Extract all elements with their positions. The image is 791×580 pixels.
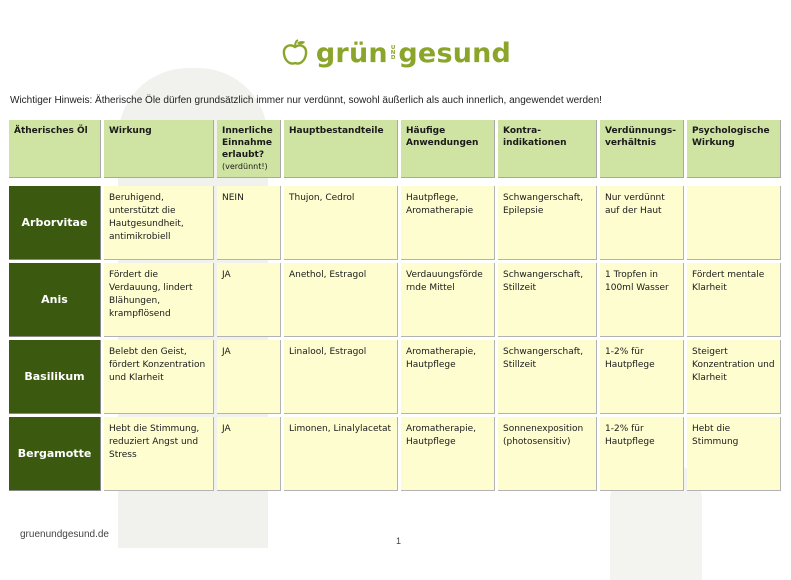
header-label: Ätherisches Öl bbox=[14, 126, 88, 136]
cell-verdunnung: Nur verdünnt auf der Haut bbox=[600, 186, 684, 260]
table-header-row bbox=[9, 120, 781, 178]
cell-wirkung: Belebt den Geist, fördert Konzentration und Klarheit bbox=[104, 340, 214, 414]
cell-bestandteile: Anethol, Estragol bbox=[284, 263, 398, 337]
cell-innerlich: JA bbox=[217, 340, 281, 414]
cell-kontraindikationen: Sonnenexposition (photosensitiv) bbox=[498, 417, 597, 491]
header-label: Verdünnungs- verhältnis bbox=[605, 126, 677, 148]
header-label: Kontra- indikationen bbox=[503, 126, 567, 148]
cell-verdunnung: 1 Tropfen in 100ml Wasser bbox=[600, 263, 684, 337]
header-label: Psychologische Wirkung bbox=[692, 126, 770, 148]
header-label: Innerliche Einnahme erlaubt? bbox=[222, 126, 273, 160]
cell-verdunnung: 1-2% für Hautpflege bbox=[600, 417, 684, 491]
cell-wirkung: Beruhigend, unterstützt die Hautgesundheit, antimikrobiell bbox=[104, 186, 214, 260]
header-label: Hauptbestandteile bbox=[289, 126, 384, 136]
header-cell bbox=[498, 120, 597, 178]
cell-psychologisch: Fördert mentale Klarheit bbox=[687, 263, 781, 337]
cell-anwendungen: Hautpflege, Aromatherapie bbox=[401, 186, 495, 260]
header-cell bbox=[687, 120, 781, 178]
header-sublabel: (verdünnt!) bbox=[222, 162, 268, 171]
header-cell bbox=[217, 120, 281, 178]
cell-kontraindikationen: Schwangerschaft, Stillzeit bbox=[498, 340, 597, 414]
table-row bbox=[9, 340, 781, 414]
header-cell bbox=[284, 120, 398, 178]
oil-name: Anis bbox=[9, 263, 101, 337]
oil-name: Basilikum bbox=[9, 340, 101, 414]
cell-psychologisch: Hebt die Stimmung bbox=[687, 417, 781, 491]
cell-wirkung: Fördert die Verdauung, lindert Blähungen, krampflösend bbox=[104, 263, 214, 337]
cell-anwendungen: Verdauungsförde rnde Mittel bbox=[401, 263, 495, 337]
brand-und-n: N bbox=[390, 49, 396, 56]
cell-bestandteile: Linalool, Estragol bbox=[284, 340, 398, 414]
brand-und bbox=[391, 46, 396, 61]
cell-psychologisch bbox=[687, 186, 781, 260]
header-label: Häufige Anwendungen bbox=[406, 126, 479, 148]
cell-anwendungen: Aromatherapie, Hautpflege bbox=[401, 417, 495, 491]
header-cell bbox=[600, 120, 684, 178]
footer-website: gruenundgesund.de bbox=[20, 529, 109, 540]
apple-logo-icon bbox=[280, 38, 310, 68]
cell-verdunnung: 1-2% für Hautpflege bbox=[600, 340, 684, 414]
cell-psychologisch: Steigert Konzentration und Klarheit bbox=[687, 340, 781, 414]
cell-anwendungen: Aromatherapie, Hautpflege bbox=[401, 340, 495, 414]
cell-innerlich: NEIN bbox=[217, 186, 281, 260]
cell-innerlich: JA bbox=[217, 263, 281, 337]
brand-und-d: D bbox=[390, 54, 396, 61]
oil-name: Bergamotte bbox=[9, 417, 101, 491]
cell-kontraindikationen: Schwangerschaft, Epilepsie bbox=[498, 186, 597, 260]
brand-word-gruen: grün bbox=[315, 37, 388, 69]
header-label: Wirkung bbox=[109, 126, 152, 136]
essential-oils-table bbox=[9, 120, 781, 491]
brand-word-gesund: gesund bbox=[398, 37, 512, 69]
brand-logo bbox=[0, 33, 791, 73]
cell-kontraindikationen: Schwangerschaft, Stillzeit bbox=[498, 263, 597, 337]
cell-wirkung: Hebt die Stimmung, reduziert Angst und Stress bbox=[104, 417, 214, 491]
cell-bestandteile: Limonen, Linalylacetat bbox=[284, 417, 398, 491]
header-cell bbox=[401, 120, 495, 178]
table-row bbox=[9, 417, 781, 491]
table-row bbox=[9, 186, 781, 260]
cell-innerlich: JA bbox=[217, 417, 281, 491]
header-cell bbox=[9, 120, 101, 178]
table-body bbox=[9, 186, 781, 491]
oil-name: Arborvitae bbox=[9, 186, 101, 260]
table-row bbox=[9, 263, 781, 337]
brand-und-u: U bbox=[390, 44, 396, 51]
header-cell bbox=[104, 120, 214, 178]
cell-bestandteile: Thujon, Cedrol bbox=[284, 186, 398, 260]
important-notice: Wichtiger Hinweis: Ätherische Öle dürfen grundsätzlich immer nur verdünnt, sowohl äußerlich als auch innerlich, angewendet werden! bbox=[10, 95, 602, 106]
page-number: 1 bbox=[396, 536, 402, 546]
